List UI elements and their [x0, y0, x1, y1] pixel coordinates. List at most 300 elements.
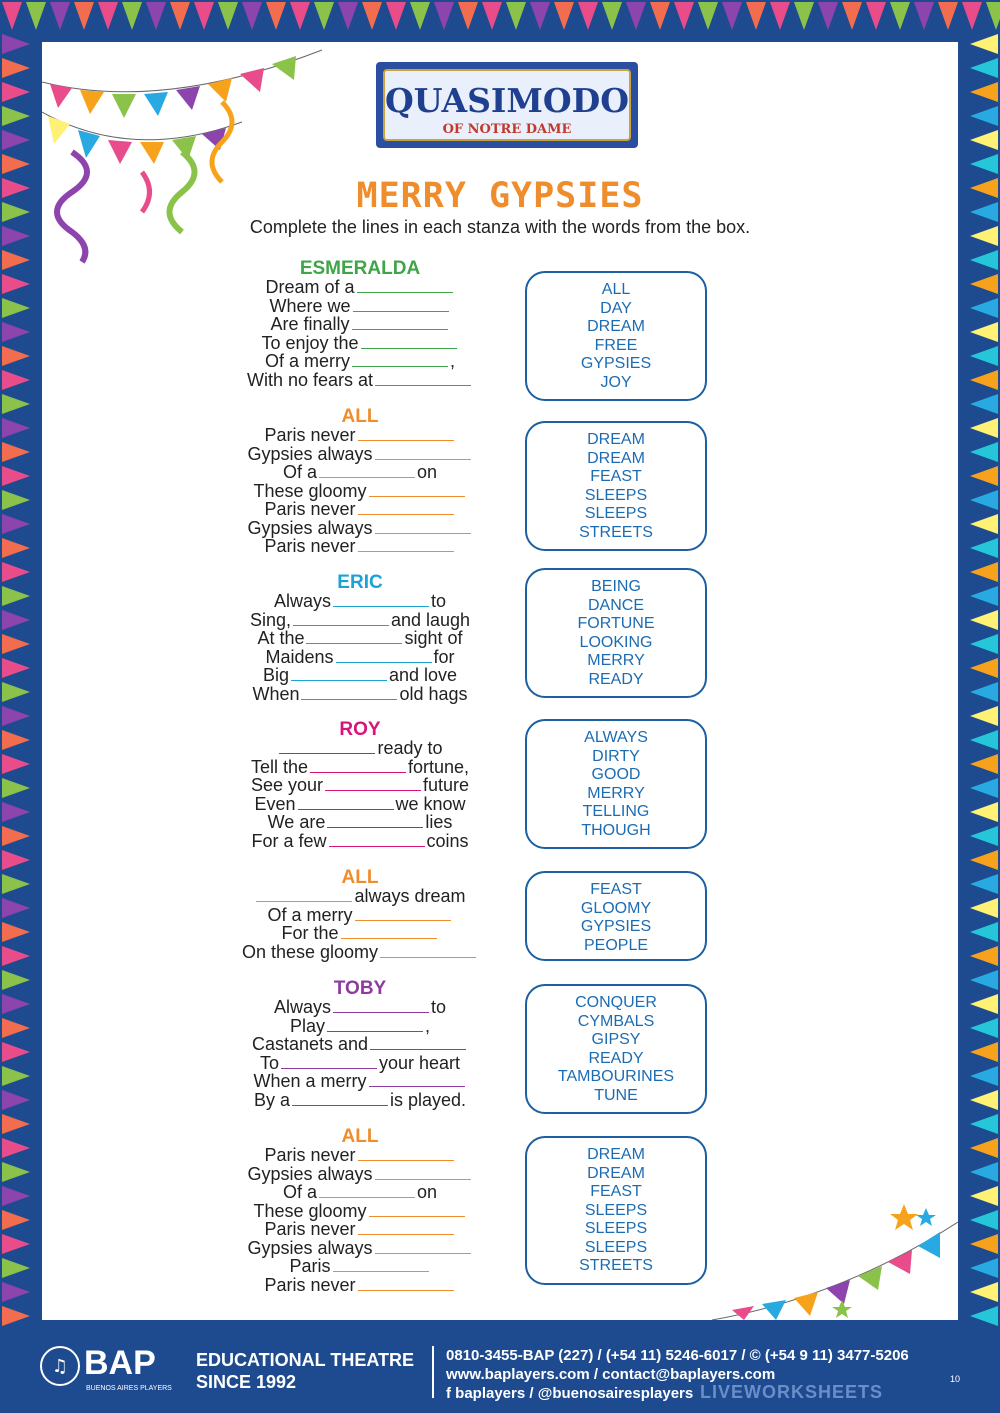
bunting-flag [2, 370, 30, 390]
bunting-flag [970, 658, 998, 678]
bunting-flag [970, 58, 998, 78]
bunting-flag [122, 2, 142, 30]
line-text-before: Are finally [270, 314, 350, 334]
word-box-item: GYPSIES [580, 918, 652, 935]
word-box-item: CONQUER [575, 994, 657, 1011]
lyric-line [230, 1276, 490, 1295]
line-text-before: Paris never [264, 1274, 356, 1295]
line-text-after: we know [395, 793, 466, 814]
bunting-flag [770, 2, 790, 30]
word-box-item: DREAM [587, 449, 645, 467]
line-text-before: Big [262, 665, 289, 685]
line-text-before: Even [254, 793, 296, 814]
line-text-before: Of a merry [264, 351, 350, 371]
word-box-item: ALWAYS [584, 729, 648, 746]
bunting-flag [970, 1210, 998, 1230]
answer-blank[interactable] [380, 943, 476, 958]
lyric-line [230, 445, 490, 464]
page-title: MERRY GYPSIES [356, 176, 644, 216]
bunting-flag [2, 1138, 30, 1158]
instructions: Complete the lines in each stanza with the words from the box. [249, 217, 751, 237]
bunting-flag [2, 1090, 30, 1110]
answer-blank[interactable] [352, 352, 448, 367]
line-text-before: When a merry [253, 1071, 367, 1091]
answer-blank[interactable] [358, 537, 454, 552]
lyric-line [230, 1017, 490, 1036]
word-box [525, 568, 707, 698]
bunting-flag [2, 346, 30, 366]
lyric-line [230, 887, 490, 906]
lyric-line [230, 1220, 490, 1239]
bunting-flag [970, 682, 998, 702]
word-box-item: FEAST [590, 881, 642, 898]
singer-name: ALL [341, 1126, 379, 1147]
bunting-flag [386, 2, 406, 30]
bunting-flag [626, 2, 646, 30]
line-text-before: Tell the [250, 756, 308, 777]
word-box-item: GLOOMY [580, 899, 652, 917]
bunting-flag [290, 2, 310, 30]
lyric-line [230, 463, 490, 482]
line-text-before: At the [257, 628, 305, 648]
bunting-flag [2, 562, 30, 582]
bunting-flag [698, 2, 718, 30]
bunting-flag [970, 1162, 998, 1182]
bunting-flag [218, 2, 238, 30]
word-box-item: STREETS [579, 523, 653, 541]
answer-blank[interactable] [358, 500, 454, 515]
word-box [525, 271, 707, 401]
word-box [525, 1136, 707, 1285]
bunting-flag [970, 538, 998, 558]
word-box-item: DREAM [587, 1146, 645, 1163]
bunting-flag [242, 2, 262, 30]
answer-blank[interactable] [370, 1035, 466, 1050]
bunting-flag [970, 418, 998, 438]
word-box-item: GYPSIES [580, 355, 652, 372]
line-text-after: to [431, 997, 447, 1017]
bunting-flag [842, 2, 862, 30]
bunting-flag [970, 802, 998, 822]
answer-blank[interactable] [358, 1146, 454, 1161]
bunting-flag [970, 1090, 998, 1110]
word-box-item: MERRY [587, 784, 645, 802]
line-text-after: and love [388, 665, 458, 685]
answer-blank[interactable] [333, 998, 429, 1013]
bunting-flag [970, 1066, 998, 1086]
answer-blank[interactable] [336, 648, 432, 663]
word-box-item: MERRY [587, 652, 645, 669]
bunting-flag [26, 2, 46, 30]
answer-blank[interactable] [375, 519, 471, 534]
line-text-before: On these gloomy [241, 941, 379, 962]
bunting-flag [2, 418, 30, 438]
line-text-before: These gloomy [253, 1200, 367, 1221]
bunting-flag [2, 874, 30, 894]
answer-blank[interactable] [333, 592, 429, 607]
bunting-flag [2, 778, 30, 798]
word-box-item: THOUGH [581, 821, 651, 839]
stanza-block [230, 721, 490, 850]
bunting-flag [970, 586, 998, 606]
bunting-flag [2, 586, 30, 606]
lyric-line [230, 371, 490, 390]
word-box-item: SLEEPS [584, 1201, 648, 1219]
line-text-before: Gypsies always [247, 1163, 373, 1184]
logo-title: QUASIMODO [384, 81, 630, 120]
bunting-flag [970, 346, 998, 366]
bunting-flag [98, 2, 118, 30]
word-box-item: FREE [594, 336, 638, 354]
bunting-flag [970, 514, 998, 534]
line-text-after: future [423, 775, 470, 795]
bunting-flag [914, 2, 934, 30]
lyric-line [230, 1239, 490, 1258]
stanza-block [230, 260, 490, 389]
bunting-flag [2, 58, 30, 78]
bunting-flag [970, 970, 998, 990]
bunting-flag [2, 1114, 30, 1134]
lyric-line [230, 943, 490, 962]
bunting-flag [314, 2, 334, 30]
answer-blank[interactable] [361, 334, 457, 349]
word-box-item: DIRTY [592, 747, 640, 765]
bunting-flag [970, 82, 998, 102]
svg-text:♫: ♫ [51, 1356, 69, 1377]
footer-phone: 0810-3455-BAP (227) / (+54 11) 5246-6017 / © (+54 9 11) 3477-5206 [446, 1347, 909, 1364]
line-text-before: When [252, 683, 300, 704]
bunting-flag [146, 2, 166, 30]
line-text-before: Of a merry [267, 904, 353, 925]
line-text-before: Of a [282, 1182, 317, 1202]
lyric-line [230, 906, 490, 925]
line-text-before: Paris never [264, 536, 356, 556]
singer-name: ALL [341, 406, 379, 427]
line-text-before: Paris [289, 1256, 331, 1276]
line-text-after: and laugh [390, 609, 471, 630]
lyric-line [230, 1054, 490, 1073]
answer-blank[interactable] [375, 1239, 471, 1254]
answer-blank[interactable] [369, 1202, 465, 1217]
lyric-line [230, 1035, 490, 1054]
bunting-flag [362, 2, 382, 30]
line-text-before: For the [281, 923, 339, 943]
answer-blank[interactable] [341, 924, 437, 939]
bunting-flag [794, 2, 814, 30]
bunting-flag [2, 394, 30, 414]
bunting-flag [2, 322, 30, 342]
lyric-line [230, 352, 490, 371]
bunting-flag [2, 466, 30, 486]
word-box-item: READY [588, 670, 644, 688]
bunting-flag [2, 658, 30, 678]
answer-blank[interactable] [292, 1091, 388, 1106]
singer-name: ERIC [337, 572, 383, 593]
bunting-flag [722, 2, 742, 30]
answer-blank[interactable] [357, 278, 453, 293]
lyric-line [230, 648, 490, 667]
word-box-item: PEOPLE [583, 936, 649, 954]
bunting-flag [970, 922, 998, 942]
bunting-flag [938, 2, 958, 30]
stanza-block [230, 574, 490, 703]
bunting-flag [266, 2, 286, 30]
bunting-flag [2, 538, 30, 558]
line-text-before: To [259, 1052, 279, 1073]
answer-blank[interactable] [319, 463, 415, 478]
bunting-flag [970, 562, 998, 582]
line-text-after: lies [425, 812, 453, 832]
bunting-flag [434, 2, 454, 30]
garland-bottom-right [712, 1204, 958, 1320]
line-text-before: Sing, [249, 609, 291, 630]
bunting-flag [2, 754, 30, 774]
answer-blank[interactable] [358, 426, 454, 441]
answer-blank[interactable] [310, 758, 406, 773]
bunting-flag [970, 394, 998, 414]
bunting-flag [970, 850, 998, 870]
bunting-flag [2, 922, 30, 942]
bunting-flag [2, 970, 30, 990]
lyric-line [230, 426, 490, 445]
footer-social[interactable]: f baplayers / @buenosairesplayers [446, 1385, 694, 1402]
bunting-flag [970, 442, 998, 462]
quasimodo-logo [374, 58, 640, 154]
bunting-flag [50, 2, 70, 30]
answer-blank[interactable] [329, 832, 425, 847]
bunting-flag [2, 274, 30, 294]
word-box-item: LOOKING [579, 633, 653, 651]
line-text-after: on [416, 462, 438, 482]
lyric-line [230, 334, 490, 353]
bunting-flag [970, 322, 998, 342]
bunting-flag [970, 754, 998, 774]
bap-brand: BAP [84, 1344, 156, 1382]
word-box-item: ALL [601, 281, 631, 298]
bunting-flag [2, 730, 30, 750]
bunting-flag [74, 2, 94, 30]
lyric-line [230, 795, 490, 814]
bunting-flag [970, 946, 998, 966]
answer-blank[interactable] [301, 685, 397, 700]
word-box-item: DREAM [587, 1164, 645, 1182]
answer-blank[interactable] [333, 1257, 429, 1272]
word-box-item: CYMBALS [577, 1012, 655, 1030]
bunting-flag [970, 1114, 998, 1134]
word-box-item: FORTUNE [577, 615, 655, 632]
line-text-before: Of a [282, 462, 317, 482]
bunting-flag [650, 2, 670, 30]
word-box-item: STREETS [579, 1257, 653, 1274]
answer-blank[interactable] [352, 315, 448, 330]
bunting-flag [2, 946, 30, 966]
answer-blank[interactable] [369, 1072, 465, 1087]
line-text-before: Maidens [265, 646, 334, 667]
answer-blank[interactable] [256, 887, 352, 902]
word-box-item: GIPSY [591, 1031, 641, 1048]
bunting-flag [970, 778, 998, 798]
bunting-flag [2, 898, 30, 918]
answer-blank[interactable] [325, 776, 421, 791]
line-text-before: Where we [269, 295, 351, 316]
bunting-flag [2, 610, 30, 630]
bunting-flag [970, 1234, 998, 1254]
answer-blank[interactable] [291, 666, 387, 681]
bunting-flag [410, 2, 430, 30]
line-text-before: We are [267, 812, 326, 832]
answer-blank[interactable] [327, 813, 423, 828]
word-box-item: SLEEPS [584, 486, 648, 504]
word-box-item: DANCE [587, 596, 644, 614]
answer-blank[interactable] [306, 629, 402, 644]
logo-subtitle: OF NOTRE DAME [442, 122, 572, 137]
footer-web[interactable]: www.baplayers.com / contact@baplayers.com [446, 1366, 776, 1383]
bunting-flag [2, 706, 30, 726]
bunting-flag [970, 490, 998, 510]
bunting-flag [530, 2, 550, 30]
word-box-item: JOY [600, 373, 632, 391]
line-text-after: to [431, 591, 447, 611]
bunting-flag [970, 874, 998, 894]
line-text-after: sight of [404, 628, 463, 648]
bunting-flag [2, 490, 30, 510]
bunting-flag [2, 802, 30, 822]
bunting-flag [970, 106, 998, 126]
stanza-block [230, 1128, 490, 1294]
bunting-flag [2, 34, 30, 54]
answer-blank[interactable] [293, 611, 389, 626]
bunting-flag [2, 1210, 30, 1230]
bunting-flag [970, 1258, 998, 1278]
bunting-flag [890, 2, 910, 30]
answer-blank[interactable] [375, 1165, 471, 1180]
line-text-after: , [425, 1015, 431, 1036]
tagline-line-2: SINCE 1992 [196, 1372, 297, 1392]
bunting-flag [2, 1306, 30, 1326]
bunting-flag [970, 1042, 998, 1062]
bunting-flag [2, 130, 30, 150]
answer-blank[interactable] [355, 906, 451, 921]
line-text-after: , [450, 351, 456, 371]
line-text-before: Paris never [264, 499, 356, 519]
line-text-before: To enjoy the [261, 332, 359, 353]
line-text-before: Gypsies always [247, 517, 373, 538]
lyric-line [230, 1257, 490, 1276]
line-text-before: Gypsies always [247, 1237, 373, 1258]
bunting-flag [2, 1066, 30, 1086]
bunting-flag [970, 274, 998, 294]
singer-name: TOBY [333, 978, 387, 999]
bap-brand-sub: BUENOS AIRES PLAYERS [86, 1385, 172, 1392]
answer-blank[interactable] [375, 371, 471, 386]
footer-tagline [196, 1349, 414, 1393]
line-text-after: coins [426, 830, 469, 851]
answer-blank[interactable] [319, 1183, 415, 1198]
answer-blank[interactable] [279, 739, 375, 754]
line-text-before: Play [289, 1015, 325, 1036]
bunting-flag [986, 2, 1000, 30]
stanza-block [230, 869, 490, 961]
line-text-after: your heart [378, 1052, 461, 1073]
bunting-flag [2, 2, 22, 30]
word-box-item: READY [588, 1049, 644, 1067]
lyric-line [230, 629, 490, 648]
bunting-flag [2, 250, 30, 270]
line-text-before: See your [250, 775, 323, 795]
bunting-flag [970, 1018, 998, 1038]
lyric-line [230, 666, 490, 685]
bunting-flag [2, 1018, 30, 1038]
footer-divider [432, 1346, 434, 1398]
bunting-flag [746, 2, 766, 30]
word-box [525, 421, 707, 551]
bunting-flag [962, 2, 982, 30]
bunting-flag [970, 466, 998, 486]
bunting-flag [2, 1258, 30, 1278]
answer-blank[interactable] [281, 1054, 377, 1069]
line-text-before: For a few [251, 830, 327, 851]
line-text-after: ready to [377, 738, 443, 758]
bunting-flag [970, 706, 998, 726]
bunting-flag [970, 298, 998, 318]
word-box [525, 719, 707, 849]
line-text-before: By a [253, 1089, 290, 1110]
answer-blank[interactable] [353, 297, 449, 312]
word-box-item: DAY [600, 299, 632, 317]
word-box-item: DREAM [587, 318, 645, 335]
bunting-flag [818, 2, 838, 30]
line-text-before: Paris never [264, 1145, 356, 1165]
tagline-line-1: EDUCATIONAL THEATRE [196, 1350, 414, 1370]
lyric-line [230, 482, 490, 501]
line-text-after: is played. [389, 1089, 467, 1110]
lyric-line [230, 1165, 490, 1184]
bunting-flag [674, 2, 694, 30]
line-text-before: Paris never [264, 425, 356, 445]
lyric-line [230, 1146, 490, 1165]
lyric-line [230, 1183, 490, 1202]
answer-blank[interactable] [375, 445, 471, 460]
answer-blank[interactable] [358, 1276, 454, 1291]
lyric-line [230, 998, 490, 1017]
line-text-before: Gypsies always [247, 443, 373, 464]
lyric-line [230, 685, 490, 704]
lyric-line [230, 1202, 490, 1221]
answer-blank[interactable] [327, 1017, 423, 1032]
lyric-line [230, 924, 490, 943]
bunting-flag [970, 634, 998, 654]
bunting-flag [2, 298, 30, 318]
line-text-after: fortune, [408, 756, 470, 777]
word-box [525, 984, 707, 1114]
answer-blank[interactable] [298, 795, 394, 810]
lyric-line [230, 776, 490, 795]
bunting-flag [2, 154, 30, 174]
bunting-flag [970, 370, 998, 390]
line-text-before: With no fears at [246, 369, 374, 390]
bunting-flag [2, 1042, 30, 1062]
stanza-block [230, 980, 490, 1109]
bunting-flag [578, 2, 598, 30]
answer-blank[interactable] [358, 1220, 454, 1235]
lyric-line [230, 1072, 490, 1091]
lyric-line [230, 315, 490, 334]
answer-blank[interactable] [369, 482, 465, 497]
line-text-before: Dream of a [265, 277, 355, 297]
lyric-line [230, 278, 490, 297]
line-text-before: Castanets and [251, 1034, 369, 1054]
line-text-after: always dream [354, 886, 466, 906]
